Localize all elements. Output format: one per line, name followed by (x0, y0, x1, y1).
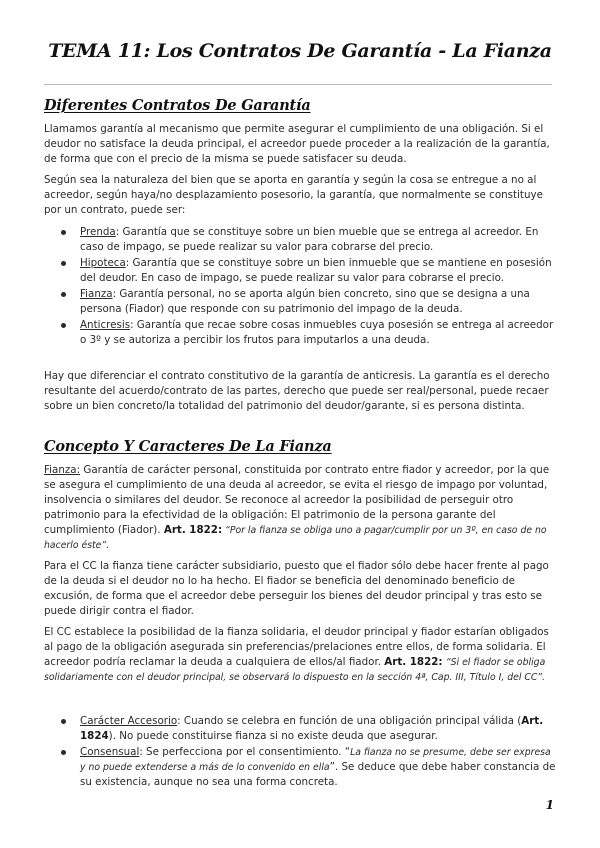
article-reference: Art. 1824 (80, 715, 544, 742)
article-reference: Art. 1822: (163, 524, 223, 536)
item-text: : Se perfecciona por el consentimiento. “ (139, 746, 351, 758)
title-divider (44, 84, 552, 85)
bullet-icon (61, 323, 66, 328)
item-text: ). No puede constituirse fianza si no existe deuda que asegurar. (108, 730, 438, 742)
item-text: : Cuando se celebra en función de una obligación principal válida ( (177, 715, 522, 727)
item-term: Hipoteca (80, 257, 126, 269)
article-quote: “Por la fianza se obliga uno a pagar/cumplir por un 3º, en caso de no hacerlo éste”. (44, 525, 547, 551)
item-term: Anticresis (80, 319, 131, 331)
item-term: Prenda (80, 226, 116, 238)
list-item (60, 745, 556, 790)
bullet-icon (61, 750, 66, 755)
list-item (60, 287, 556, 317)
item-text: : Garantía que recae sobre cosas inmuebles cuya posesión se entrega al acreedor o 3º y se autoriza a percibir los frutos para imputarlos a una deuda. (80, 319, 554, 346)
paragraph: Hay que diferenciar el contrato constitutivo de la garantía de anticresis. La garantía es el derecho resultante del acuerdo/contrato de las partes, derecho que puede ser real/personal, puede recaer sobre un bien concreto/la totalidad del patrimonio del deudor/garante, si es persona distinta. (44, 370, 550, 412)
paragraph: Llamamos garantía al mecanismo que permite asegurar el cumplimiento de una obligación. Si el deudor no satisface la deuda principal, el acreedor puede proceder a la realización de la garantía, de forma que con el precio de la misma se puede satisfacer su deuda. (44, 123, 550, 165)
paragraph-text: El CC establece la posibilidad de la fianza solidaria, el deudor principal y fiador estarían obligados al pago de la obligación asegurada sin preferencias/prelaciones entre ellos, de forma solidaria. El acreedor podría reclamar la deuda a cualquiera de ellos/al fiador. (44, 626, 549, 668)
bullet-icon (61, 719, 66, 724)
section-heading-fianza: Concepto Y Caracteres De La Fianza (44, 438, 332, 455)
definition-text: Garantía de carácter personal, constituida por contrato entre fiador y acreedor, por la que se asegura el cumplimiento de una deuda al acreedor, se evita el riesgo de impago por voluntad, insolvencia o similares del deudor. Se reconoce al acreedor la posibilidad de perseguir otro patrimonio para la efectividad de la obligación: El patrimonio de la persona garante del cumplimiento (Fiador). (44, 464, 550, 536)
page-title: TEMA 11: Los Contratos De Garantía - La Fianza (48, 40, 552, 62)
paragraph-fianza-definition (44, 463, 556, 553)
page-number: 1 (545, 798, 554, 812)
list-item (60, 256, 556, 286)
bullet-icon (61, 292, 66, 297)
item-term: Fianza (80, 288, 113, 300)
bullet-icon (61, 230, 66, 235)
item-text: : Garantía que se constituye sobre un bien mueble que se entrega al acreedor. En caso de impago, se puede realizar su valor para cobrarse del precio. (80, 226, 539, 253)
term-fianza: Fianza: (44, 464, 81, 476)
item-text: : Garantía personal, no se aporta algún bien concreto, sino que se designa a una persona (Fiador) que responde con su patrimonio del impago de la deuda. (80, 288, 530, 315)
guarantee-types-list (60, 225, 556, 349)
item-text: : Garantía que se constituye sobre un bien inmueble que se mantiene en posesión del deudor. En caso de impago, se puede realizar su valor para cobrarse el precio. (80, 257, 552, 284)
item-quote: La fianza no se presume, debe ser expresa y no puede extenderse a más de lo convenido en ella (80, 747, 551, 773)
item-term: Consensual (80, 746, 140, 758)
paragraph: Según sea la naturaleza del bien que se aporta en garantía y según la cosa se entregue a no al acreedor, según haya/no desplazamiento posesorio, la garantía, que normalmente se constituye por un contrato, puede ser: (44, 174, 543, 216)
list-item (60, 225, 556, 255)
item-text: ”. Se deduce que debe haber constancia de su existencia, aunque no sea una forma concreta. (80, 761, 556, 788)
paragraph-fianza-solidaria (44, 625, 556, 685)
article-reference: Art. 1822: (384, 656, 443, 668)
section-1-closing (44, 369, 556, 414)
list-item (60, 318, 556, 348)
bullet-icon (61, 261, 66, 266)
fianza-characteristics-list (60, 714, 556, 791)
item-term: Carácter Accesorio (80, 715, 178, 727)
section-2-text (44, 463, 556, 685)
article-quote: “Si el fiador se obliga solidariamente con el deudor principal, se observará lo dispuesto en la sección 4ª, Cap. III, Título I, del CC”. (44, 657, 546, 683)
list-item (60, 714, 556, 744)
paragraph: Para el CC la fianza tiene carácter subsidiario, puesto que el fiador sólo debe hacer frente al pago de la deuda si el deudor no lo ha hecho. El fiador se beneficia del denominado beneficio de excusión, de forma que el acreedor debe perseguir los bienes del deudor principal y tras esto se puede dirigir contra el fiador. (44, 560, 549, 617)
section-heading-contratos: Diferentes Contratos De Garantía (44, 97, 311, 114)
section-1-text (44, 122, 556, 218)
